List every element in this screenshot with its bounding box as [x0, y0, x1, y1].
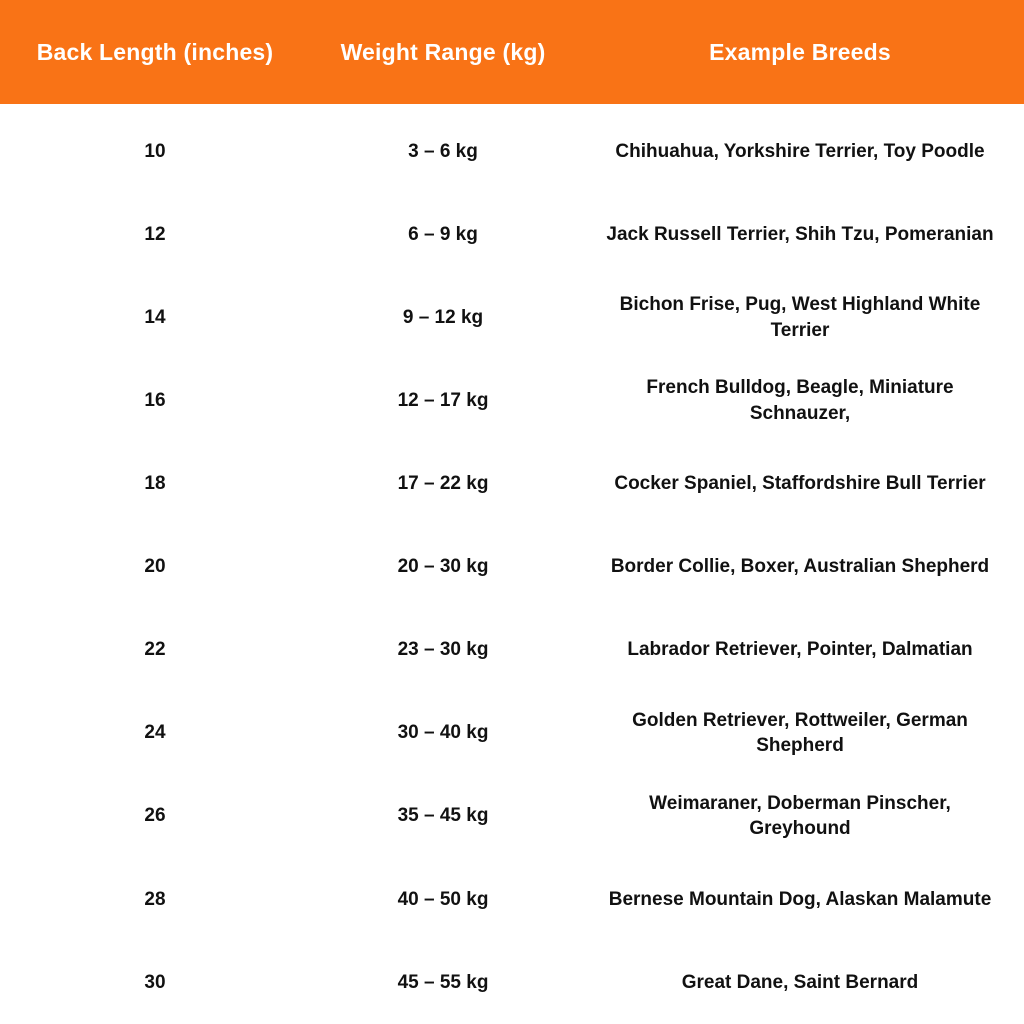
- cell-example-breeds: Great Dane, Saint Bernard: [681, 971, 919, 993]
- cell-weight-range: 40 – 50 kg: [397, 888, 489, 910]
- table-header-row: [0, 0, 1024, 104]
- cell-weight-range: 17 – 22 kg: [397, 473, 489, 495]
- cell-example-breeds: Weimaraner, Doberman Pinscher, Greyhound: [649, 792, 951, 840]
- cell-back-length: 14: [144, 306, 166, 328]
- cell-back-length: 10: [144, 140, 166, 162]
- cell-back-length: 24: [144, 722, 166, 744]
- table-row: [0, 110, 1024, 193]
- cell-example-breeds: Golden Retriever, Rottweiler, German Shepherd: [632, 709, 968, 757]
- cell-back-length: 30: [144, 971, 166, 993]
- cell-example-breeds: French Bulldog, Beagle, Miniature Schnauzer,: [646, 377, 954, 424]
- table-row: [0, 525, 1024, 608]
- column-header-example-breeds: Example Breeds: [709, 38, 891, 65]
- table-row: [0, 442, 1024, 525]
- cell-back-length: 16: [144, 390, 166, 411]
- table-row: [0, 775, 1024, 858]
- cell-back-length: 12: [144, 223, 166, 245]
- column-header-weight-range: Weight Range (kg): [340, 38, 546, 65]
- cell-weight-range: 12 – 17 kg: [397, 390, 489, 411]
- table-row: [0, 609, 1024, 692]
- table-row: [0, 276, 1024, 359]
- cell-example-breeds: Bichon Frise, Pug, West Highland White Terrier: [619, 294, 981, 341]
- cell-weight-range: 9 – 12 kg: [402, 306, 484, 328]
- cell-example-breeds: Labrador Retriever, Pointer, Dalmatian: [627, 639, 973, 661]
- cell-example-breeds: Jack Russell Terrier, Shih Tzu, Pomeranian: [606, 223, 994, 245]
- cell-weight-range: 20 – 30 kg: [397, 556, 489, 578]
- table-row: [0, 359, 1024, 442]
- cell-back-length: 18: [144, 473, 166, 495]
- table-row: [0, 193, 1024, 276]
- cell-weight-range: 23 – 30 kg: [397, 639, 489, 661]
- column-header-back-length: Back Length (inches): [36, 38, 274, 65]
- cell-weight-range: 6 – 9 kg: [408, 223, 478, 245]
- cell-back-length: 26: [144, 805, 166, 827]
- cell-example-breeds: Chihuahua, Yorkshire Terrier, Toy Poodle: [615, 140, 985, 162]
- cell-weight-range: 45 – 55 kg: [397, 971, 489, 993]
- table-row: [0, 692, 1024, 775]
- cell-example-breeds: Border Collie, Boxer, Australian Shepherd: [610, 556, 990, 578]
- cell-example-breeds: Cocker Spaniel, Staffordshire Bull Terrier: [614, 473, 986, 495]
- cell-weight-range: 35 – 45 kg: [397, 805, 489, 827]
- cell-weight-range: 3 – 6 kg: [408, 140, 478, 162]
- table-body: [0, 104, 1024, 1024]
- cell-back-length: 22: [144, 639, 166, 661]
- cell-example-breeds: Bernese Mountain Dog, Alaskan Malamute: [608, 888, 992, 910]
- cell-back-length: 28: [144, 888, 166, 910]
- table-row: [0, 858, 1024, 941]
- cell-weight-range: 30 – 40 kg: [397, 722, 489, 744]
- table-row: [0, 941, 1024, 1024]
- cell-back-length: 20: [144, 556, 166, 578]
